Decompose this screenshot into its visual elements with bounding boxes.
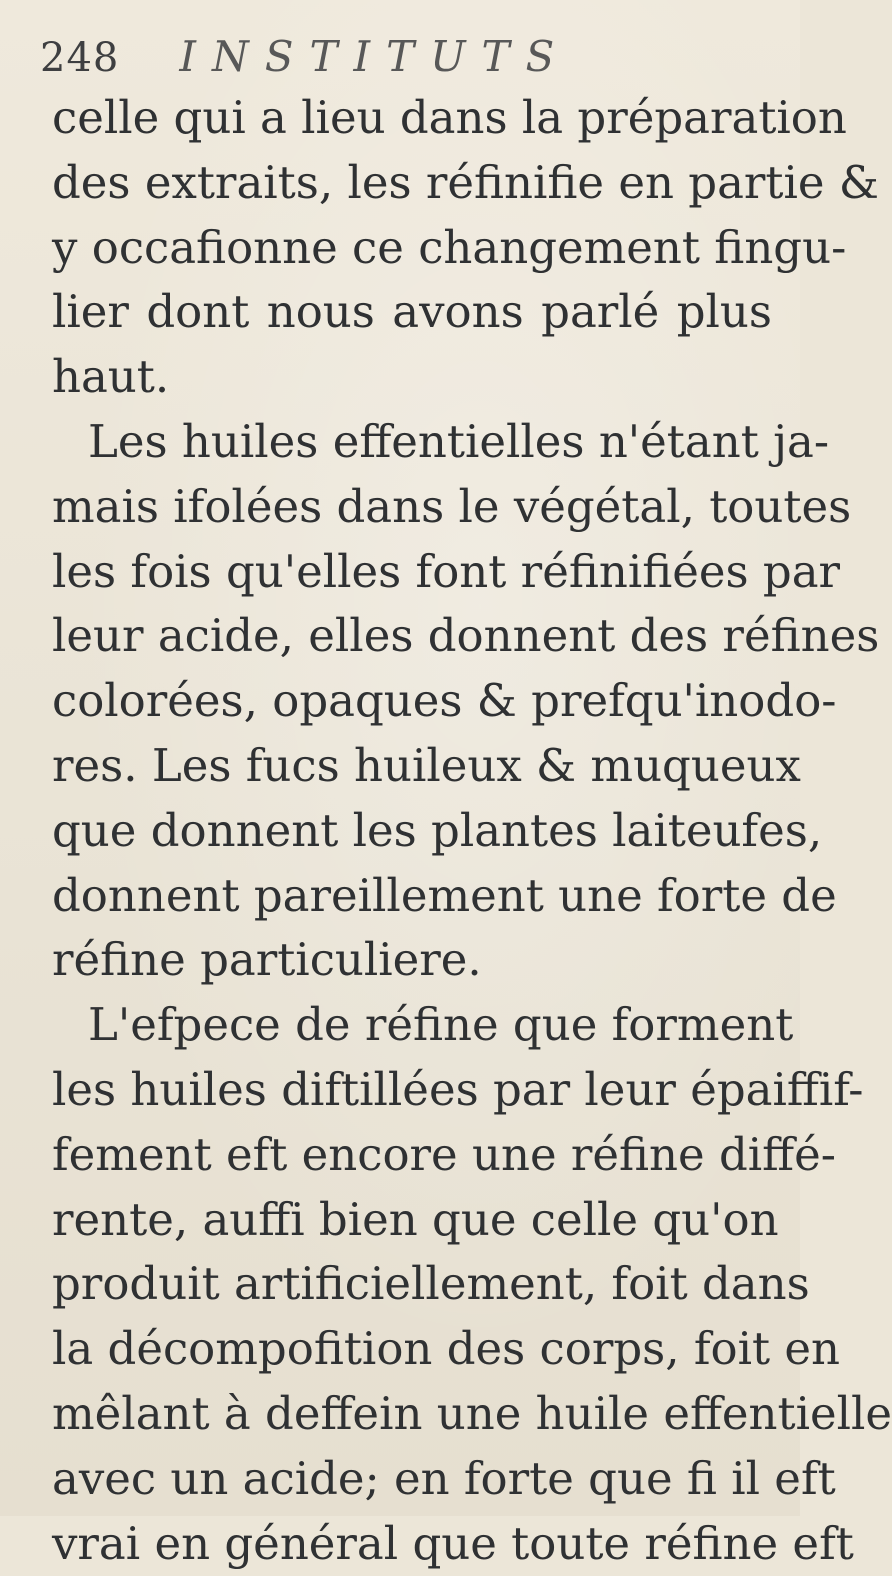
- text-line: la décompofition des corps, foit en: [52, 1322, 840, 1376]
- text-line: des extraits, les réfinifie en partie &: [52, 155, 879, 209]
- text-line: lier dont nous avons parlé plus: [52, 285, 772, 339]
- text-line: donnent pareillement une forte de: [52, 868, 837, 922]
- text-line: res. Les fucs huileux & muqueux: [52, 738, 801, 792]
- text-line: mais ifolées dans le végétal, toutes: [52, 479, 852, 533]
- text-line: haut.: [52, 350, 170, 404]
- text-line: Les huiles effentielles n'étant ja-: [88, 414, 830, 468]
- text-line: produit artificiellement, foit dans: [52, 1257, 810, 1311]
- running-title: INSTITUTS: [179, 32, 571, 81]
- text-line: mêlant à deffein une huile effentielle: [52, 1386, 892, 1440]
- text-line: vrai en général que toute réfine eft: [52, 1516, 854, 1570]
- page-number: 248: [40, 35, 120, 81]
- text-line: réfine particuliere.: [52, 933, 482, 987]
- text-line: fement eft encore une réfine diffé-: [52, 1127, 836, 1181]
- body-text: [52, 86, 892, 1576]
- text-line: L'efpece de réfine que forment: [88, 998, 794, 1052]
- text-line: y occafionne ce changement fingu-: [52, 220, 847, 274]
- page-header: [40, 32, 570, 92]
- text-line: les huiles diftillées par leur épaiffif-: [52, 1062, 864, 1116]
- text-line: avec un acide; en forte que fi il eft: [52, 1451, 836, 1505]
- text-line: que donnent les plantes laiteufes,: [52, 803, 823, 857]
- text-line: les fois qu'elles font réfinifiées par: [52, 544, 841, 598]
- text-line: colorées, opaques & prefqu'inodo-: [52, 674, 837, 728]
- text-line: rente, auffi bien que celle qu'on: [52, 1192, 779, 1246]
- text-line: celle qui a lieu dans la préparation: [52, 91, 847, 144]
- text-line: leur acide, elles donnent des réfines: [52, 609, 880, 663]
